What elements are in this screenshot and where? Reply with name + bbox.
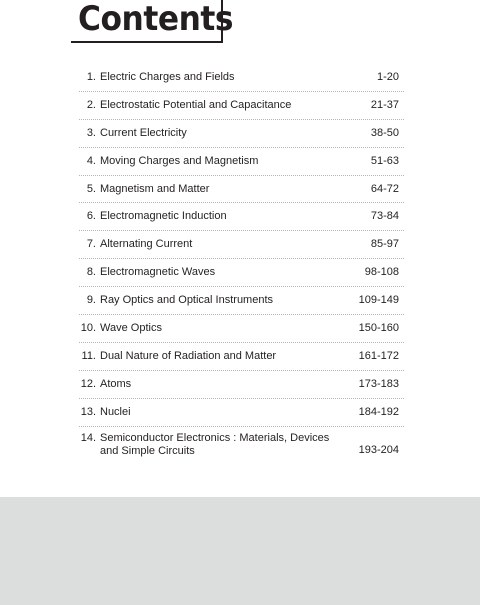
toc-row bbox=[79, 231, 404, 259]
chapter-number: 5. bbox=[86, 182, 96, 195]
toc-row bbox=[79, 287, 404, 315]
chapter-title: Magnetism and Matter bbox=[100, 182, 210, 195]
chapter-number: 7. bbox=[86, 238, 96, 251]
chapter-title: Current Electricity bbox=[100, 126, 187, 139]
toc-row bbox=[79, 371, 404, 399]
chapter-pages: 73-84 bbox=[370, 210, 399, 223]
toc-row bbox=[79, 120, 404, 148]
chapter-pages: 109-149 bbox=[358, 294, 399, 307]
chapter-number: 11. bbox=[81, 349, 96, 362]
chapter-number: 4. bbox=[86, 154, 96, 167]
chapter-title: Wave Optics bbox=[100, 322, 162, 335]
chapter-pages: 21-37 bbox=[370, 98, 399, 111]
chapter-title: Nuclei bbox=[100, 405, 131, 418]
chapter-title: Moving Charges and Magnetism bbox=[100, 154, 259, 167]
chapter-title: Dual Nature of Radiation and Matter bbox=[100, 349, 277, 362]
chapter-number: 9. bbox=[86, 294, 96, 307]
chapter-pages: 85-97 bbox=[370, 238, 399, 251]
toc-row bbox=[79, 176, 404, 204]
chapter-pages: 184-192 bbox=[358, 405, 399, 418]
page-title: Contents bbox=[78, 0, 234, 39]
chapter-pages: 51-63 bbox=[370, 154, 399, 167]
toc-row bbox=[79, 343, 404, 371]
chapter-title: Atoms bbox=[100, 377, 132, 390]
chapter-number: 14. bbox=[80, 431, 96, 444]
chapter-number: 1. bbox=[86, 71, 96, 83]
toc-row bbox=[79, 427, 404, 467]
chapter-pages: 150-160 bbox=[358, 322, 399, 335]
chapter-pages: 38-50 bbox=[370, 126, 399, 139]
chapter-title: Alternating Current bbox=[100, 238, 193, 251]
toc-row bbox=[79, 315, 404, 343]
chapter-number: 6. bbox=[86, 210, 96, 223]
toc-row bbox=[79, 203, 404, 231]
toc-row bbox=[79, 259, 404, 287]
table-of-contents bbox=[79, 64, 404, 467]
chapter-title: Electrostatic Potential and Capacitance bbox=[100, 98, 292, 111]
toc-row bbox=[79, 92, 404, 120]
chapter-title: Semiconductor Electronics : Materials, Devices and Simple Circuits bbox=[100, 431, 330, 457]
chapter-title: Electric Charges and Fields bbox=[100, 71, 235, 83]
toc-row bbox=[79, 64, 404, 92]
chapter-title: Electromagnetic Waves bbox=[100, 266, 216, 279]
chapter-pages: 1-20 bbox=[376, 71, 399, 83]
chapter-pages: 98-108 bbox=[364, 266, 399, 279]
chapter-number: 3. bbox=[86, 126, 96, 139]
chapter-title: Ray Optics and Optical Instruments bbox=[100, 294, 274, 307]
chapter-number: 10. bbox=[80, 322, 96, 335]
chapter-pages: 193-204 bbox=[358, 443, 399, 456]
chapter-number: 12. bbox=[80, 377, 96, 390]
chapter-number: 2. bbox=[86, 98, 96, 111]
toc-row bbox=[79, 148, 404, 176]
title-box bbox=[71, 0, 234, 43]
chapter-number: 8. bbox=[86, 266, 96, 279]
chapter-pages: 161-172 bbox=[358, 349, 399, 362]
chapter-pages: 173-183 bbox=[358, 377, 399, 390]
chapter-title: Electromagnetic Induction bbox=[100, 210, 227, 223]
footer-band bbox=[0, 497, 480, 605]
toc-row bbox=[79, 399, 404, 427]
chapter-number: 13. bbox=[80, 405, 96, 418]
chapter-pages: 64-72 bbox=[370, 182, 399, 195]
